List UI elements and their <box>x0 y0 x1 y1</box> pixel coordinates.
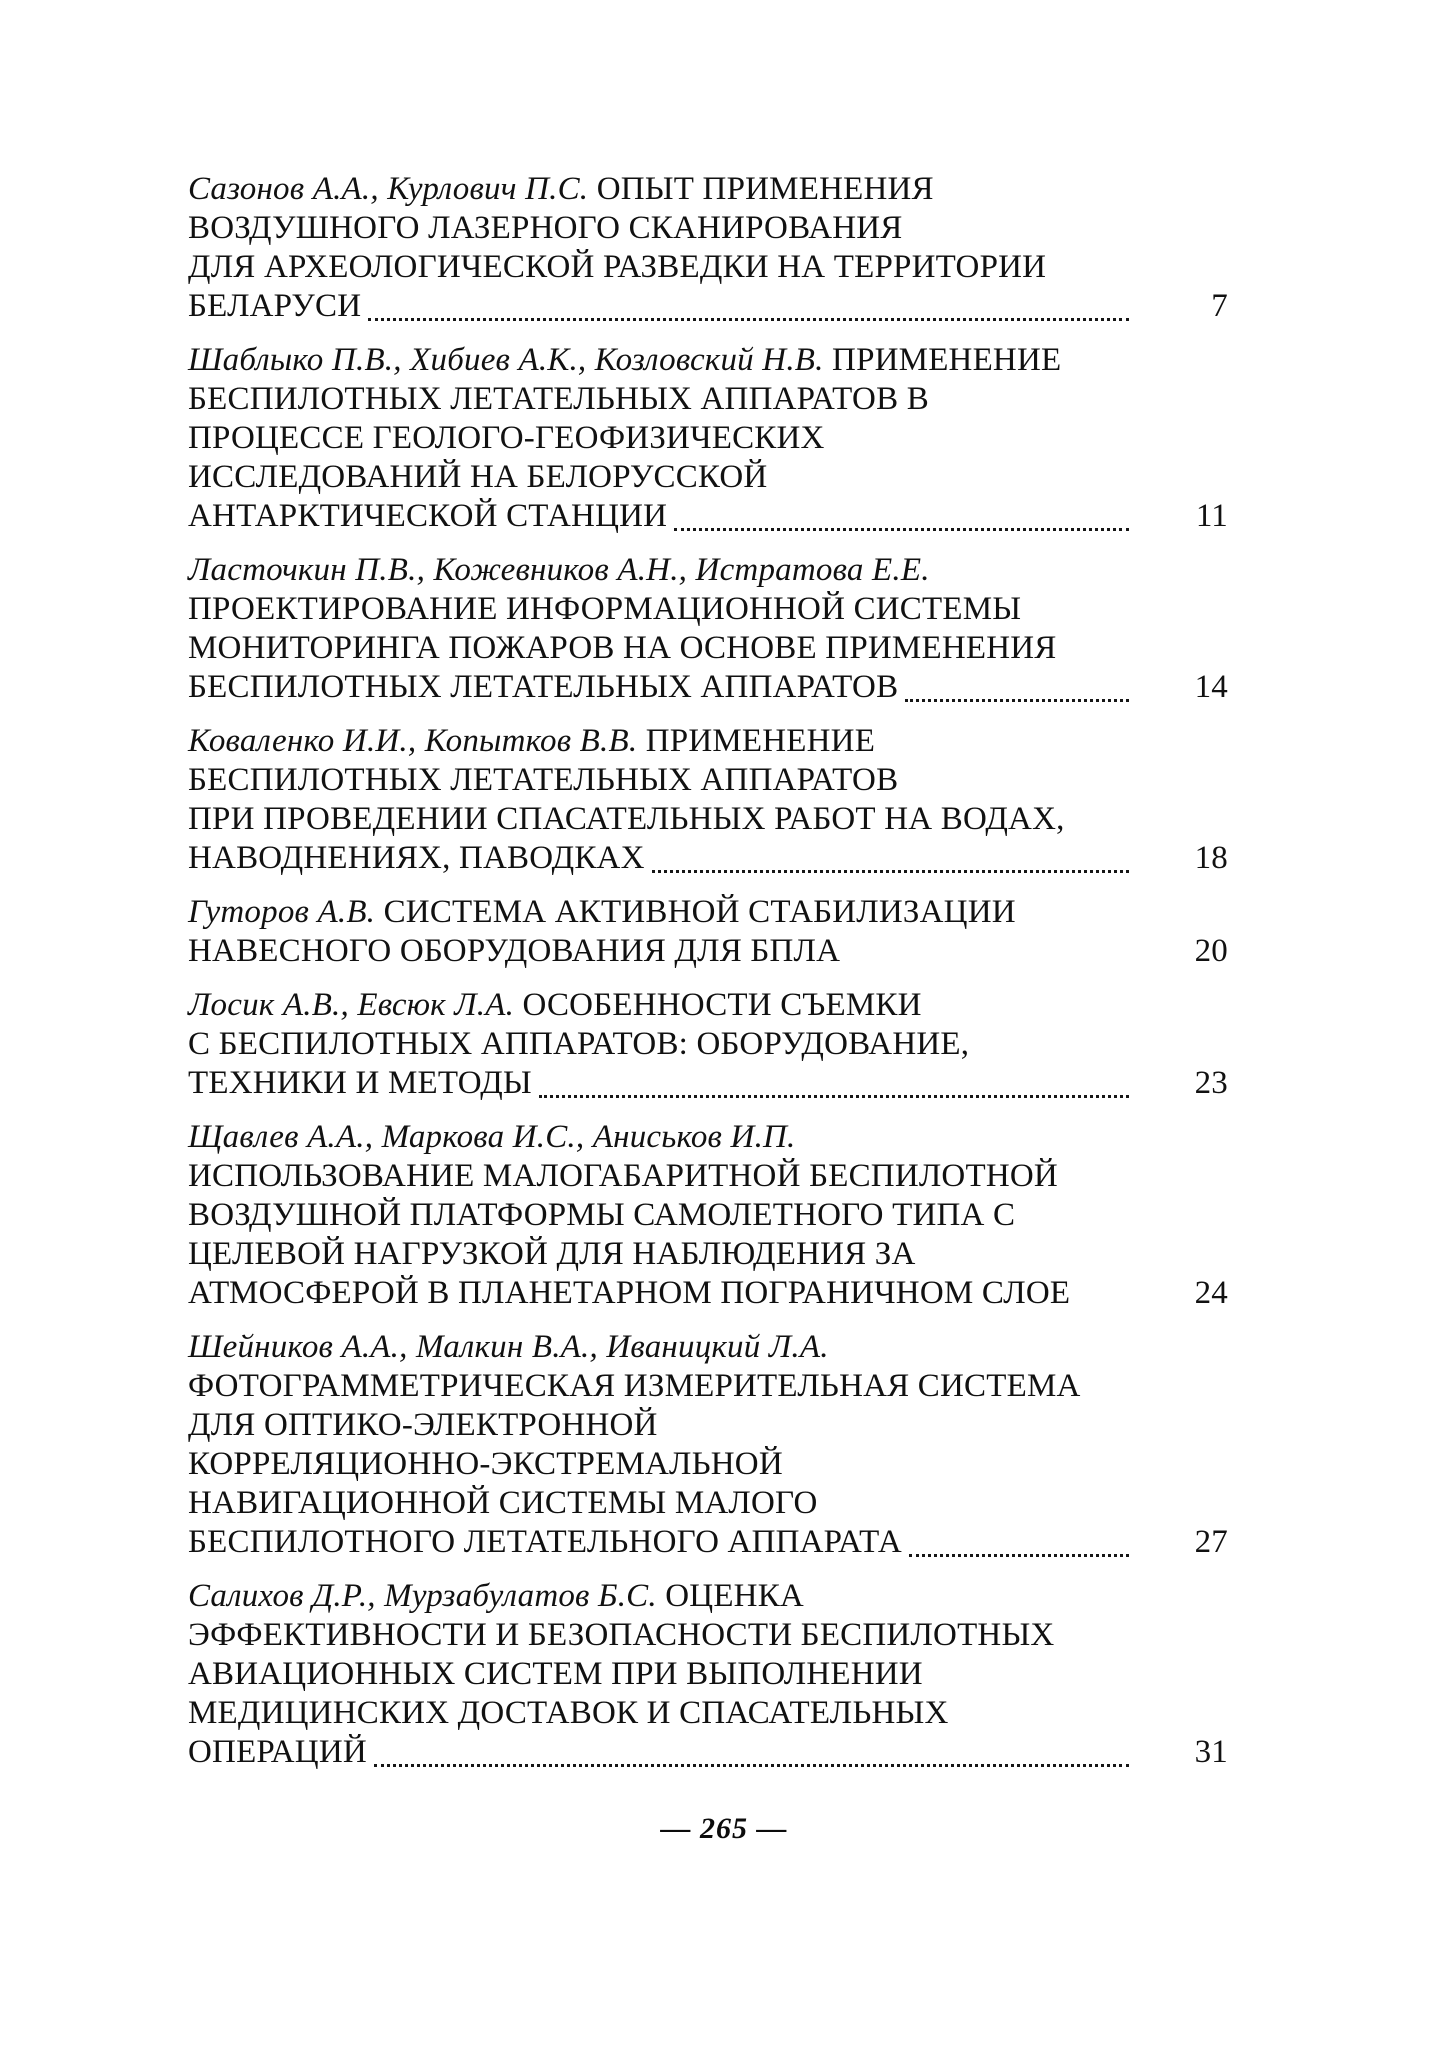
toc-entry-title-end: БЕСПИЛОТНОГО ЛЕТАТЕЛЬНОГО АППАРАТА <box>188 1524 902 1560</box>
toc-entry-title-line: ДЛЯ ОПТИКО-ЭЛЕКТРОННОЙ <box>188 1407 658 1443</box>
toc-entry-page-number: 20 <box>1194 933 1228 969</box>
toc-entry-first-line <box>188 551 1228 590</box>
toc-entry-page-number: 27 <box>1194 1524 1228 1560</box>
toc-entry-authors: Шейников А.А., Малкин В.А., Иваницкий Л.А. <box>188 1329 829 1365</box>
toc-entry-first-line <box>188 170 1228 209</box>
toc-entry-page-number: 14 <box>1194 669 1228 705</box>
toc-entry-title-end: АНТАРКТИЧЕСКОЙ СТАНЦИИ <box>188 498 668 534</box>
toc-entry-first-line <box>188 341 1228 380</box>
toc-entry-title-line: ДЛЯ АРХЕОЛОГИЧЕСКОЙ РАЗВЕДКИ НА ТЕРРИТОРИИ <box>188 249 1047 285</box>
toc-entry <box>188 170 1228 326</box>
toc-entry <box>188 341 1228 536</box>
toc-entry-title-line: АВИАЦИОННЫХ СИСТЕМ ПРИ ВЫПОЛНЕНИИ <box>188 1656 923 1692</box>
toc-entry-last-line <box>188 1523 1228 1562</box>
leader-dots <box>368 318 1129 321</box>
leader-dots <box>674 528 1129 531</box>
toc-entry-title-line: ИССЛЕДОВАНИЙ НА БЕЛОРУССКОЙ <box>188 459 768 495</box>
toc-entry-title-line: МЕДИЦИНСКИХ ДОСТАВОК И СПАСАТЕЛЬНЫХ <box>188 1695 949 1731</box>
toc-entry-title-end: НАВОДНЕНИЯХ, ПАВОДКАХ <box>188 840 645 876</box>
toc-list <box>188 170 1228 1787</box>
toc-entry-title-line: ВОЗДУШНОГО ЛАЗЕРНОГО СКАНИРОВАНИЯ <box>188 210 903 246</box>
toc-entry-authors: Ласточкин П.В., Кожевников А.Н., Истратова Е.Е. <box>188 552 930 588</box>
toc-entry-title-start: ОПЫТ ПРИМЕНЕНИЯ <box>596 171 934 207</box>
toc-entry-title-start: ПРИМЕНЕНИЕ <box>832 342 1062 378</box>
toc-entry-title-end: НАВЕСНОГО ОБОРУДОВАНИЯ ДЛЯ БПЛА <box>188 933 841 969</box>
toc-entry-authors: Гуторов А.В. <box>188 894 376 930</box>
toc-entry-first-line <box>188 722 1228 761</box>
toc-entry-title-end: ТЕХНИКИ И МЕТОДЫ <box>188 1065 532 1101</box>
toc-entry-last-line <box>188 1733 1228 1772</box>
toc-entry-page-number: 23 <box>1194 1065 1228 1101</box>
toc-entry-title-line: ИСПОЛЬЗОВАНИЕ МАЛОГАБАРИТНОЙ БЕСПИЛОТНОЙ <box>188 1158 1058 1194</box>
toc-entry-title-start: СИСТЕМА АКТИВНОЙ СТАБИЛИЗАЦИИ <box>383 894 1016 930</box>
toc-entry-title-end: БЕСПИЛОТНЫХ ЛЕТАТЕЛЬНЫХ АППАРАТОВ <box>188 669 899 705</box>
page-number-footer: — 265 — <box>660 1812 788 1845</box>
toc-entry <box>188 551 1228 707</box>
toc-entry <box>188 986 1228 1103</box>
toc-entry-title-line: ПРИ ПРОВЕДЕНИИ СПАСАТЕЛЬНЫХ РАБОТ НА ВОДАХ, <box>188 801 1065 837</box>
toc-entry-title-start: ОСОБЕННОСТИ СЪЕМКИ <box>522 987 922 1023</box>
toc-entry-last-line <box>188 1274 1228 1313</box>
toc-entry-title-line: ПРОЕКТИРОВАНИЕ ИНФОРМАЦИОННОЙ СИСТЕМЫ <box>188 591 1022 627</box>
toc-entry-title-end: АТМОСФЕРОЙ В ПЛАНЕТАРНОМ ПОГРАНИЧНОМ СЛОЕ <box>188 1275 1071 1311</box>
toc-entry-first-line <box>188 893 1228 932</box>
toc-entry-page-number: 18 <box>1194 840 1228 876</box>
toc-entry-title-line: С БЕСПИЛОТНЫХ АППАРАТОВ: ОБОРУДОВАНИЕ, <box>188 1026 970 1062</box>
toc-entry-page-number: 7 <box>1211 288 1228 324</box>
leader-dots <box>909 1554 1129 1557</box>
toc-entry-title-line: ЦЕЛЕВОЙ НАГРУЗКОЙ ДЛЯ НАБЛЮДЕНИЯ ЗА <box>188 1236 916 1272</box>
toc-entry-last-line <box>188 839 1228 878</box>
toc-entry <box>188 1577 1228 1772</box>
toc-entry-last-line <box>188 497 1228 536</box>
toc-entry-last-line <box>188 932 1228 971</box>
toc-entry-title-end: ОПЕРАЦИЙ <box>188 1734 367 1770</box>
toc-entry-first-line <box>188 986 1228 1025</box>
toc-entry-authors: Сазонов А.А., Курлович П.С. <box>188 171 589 207</box>
toc-entry-first-line <box>188 1577 1228 1616</box>
toc-entry <box>188 893 1228 971</box>
toc-entry-title-line: ФОТОГРАММЕТРИЧЕСКАЯ ИЗМЕРИТЕЛЬНАЯ СИСТЕМА <box>188 1368 1081 1404</box>
leader-dots <box>652 870 1129 873</box>
toc-entry-page-number: 24 <box>1194 1275 1228 1311</box>
toc-entry-title-start: ПРИМЕНЕНИЕ <box>645 723 876 759</box>
toc-entry-title-line: НАВИГАЦИОННОЙ СИСТЕМЫ МАЛОГО <box>188 1485 818 1521</box>
toc-entry-title-line: ВОЗДУШНОЙ ПЛАТФОРМЫ САМОЛЕТНОГО ТИПА С <box>188 1197 1016 1233</box>
toc-entry-title-end: БЕЛАРУСИ <box>188 288 362 324</box>
toc-entry-authors: Коваленко И.И., Копытков В.В. <box>188 723 638 759</box>
toc-entry-title-line: ЭФФЕКТИВНОСТИ И БЕЗОПАСНОСТИ БЕСПИЛОТНЫХ <box>188 1617 1055 1653</box>
toc-entry-title-line: МОНИТОРИНГА ПОЖАРОВ НА ОСНОВЕ ПРИМЕНЕНИЯ <box>188 630 1057 666</box>
toc-entry-title-line: БЕСПИЛОТНЫХ ЛЕТАТЕЛЬНЫХ АППАРАТОВ В <box>188 381 929 417</box>
toc-entry-last-line <box>188 287 1228 326</box>
toc-entry-last-line <box>188 1064 1228 1103</box>
toc-entry-title-line: КОРРЕЛЯЦИОННО-ЭКСТРЕМАЛЬНОЙ <box>188 1446 783 1482</box>
toc-entry-first-line <box>188 1118 1228 1157</box>
toc-entry-page-number: 11 <box>1195 498 1228 534</box>
leader-dots <box>539 1095 1129 1098</box>
toc-entry-title-line: ПРОЦЕССЕ ГЕОЛОГО-ГЕОФИЗИЧЕСКИХ <box>188 420 825 456</box>
toc-entry-authors: Щавлев А.А., Маркова И.С., Аниськов И.П. <box>188 1119 796 1155</box>
toc-entry-last-line <box>188 668 1228 707</box>
toc-entry-authors: Лосик А.В., Евсюк Л.А. <box>188 987 515 1023</box>
toc-entry-page-number: 31 <box>1194 1734 1228 1770</box>
leader-dots <box>905 699 1129 702</box>
toc-entry-first-line <box>188 1328 1228 1367</box>
toc-entry-title-line: БЕСПИЛОТНЫХ ЛЕТАТЕЛЬНЫХ АППАРАТОВ <box>188 762 899 798</box>
toc-entry <box>188 1118 1228 1313</box>
toc-entry-authors: Салихов Д.Р., Мурзабулатов Б.С. <box>188 1578 657 1614</box>
toc-entry-authors: Шаблыко П.В., Хибиев А.К., Козловский Н.В. <box>188 342 824 378</box>
leader-dots <box>374 1764 1129 1767</box>
toc-entry-title-start: ОЦЕНКА <box>665 1578 804 1614</box>
toc-entry <box>188 1328 1228 1562</box>
toc-entry <box>188 722 1228 878</box>
